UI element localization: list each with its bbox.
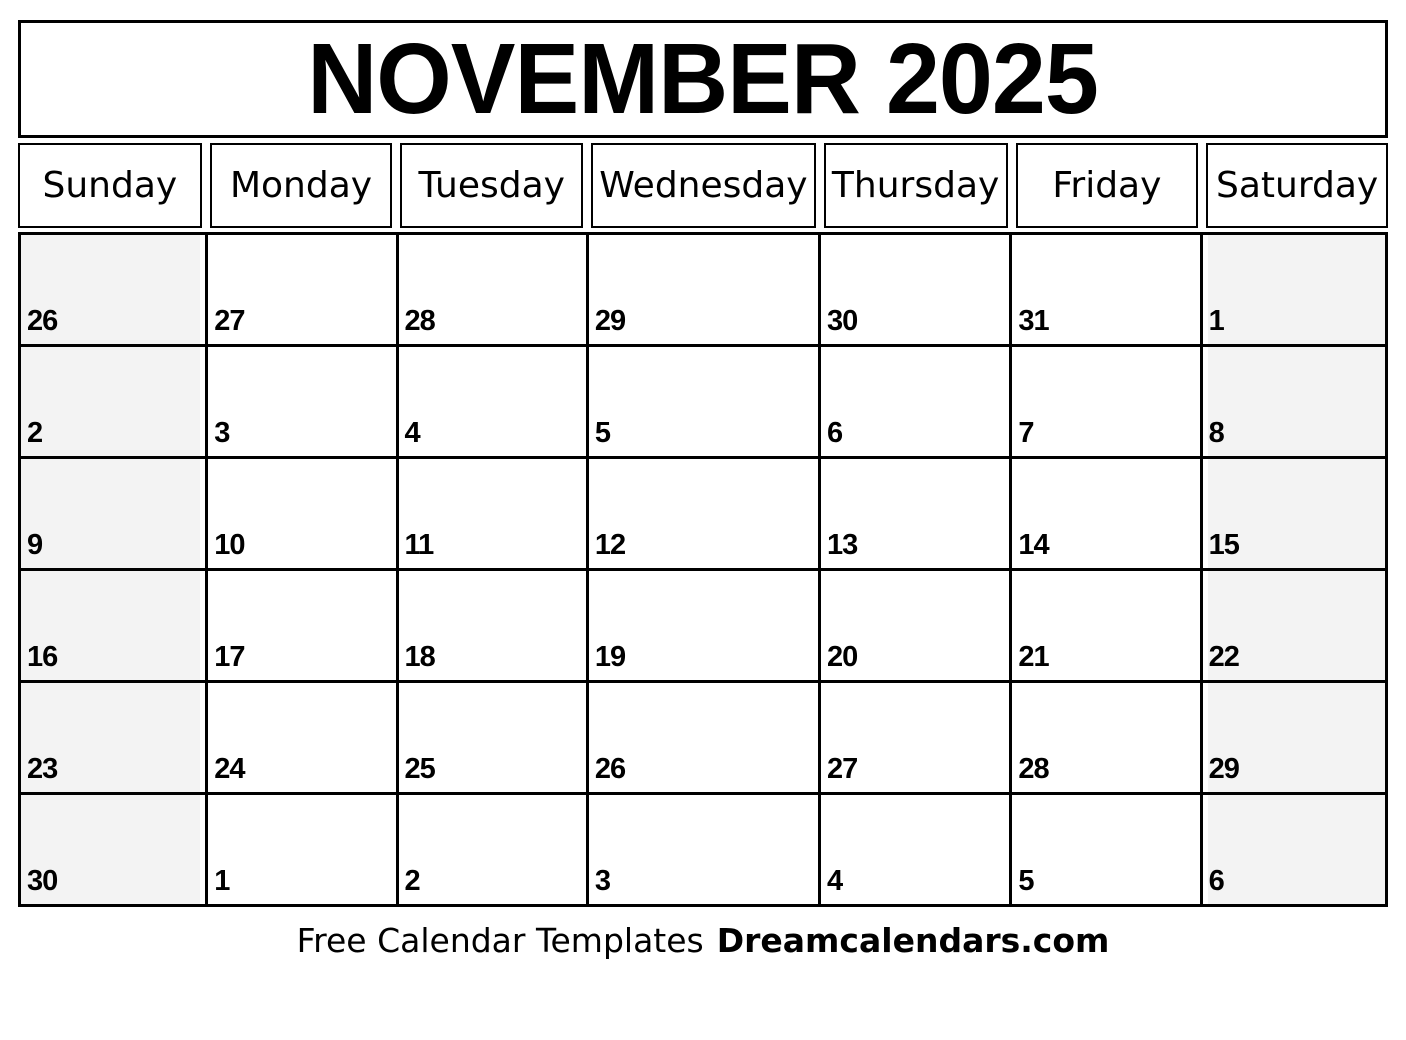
date-number: 9 — [27, 529, 43, 561]
date-number: 27 — [214, 305, 245, 337]
week-row — [20, 794, 1387, 906]
date-number: 5 — [1018, 865, 1034, 897]
weekday-header-sunday: Sunday — [18, 143, 202, 228]
date-number: 6 — [1208, 865, 1224, 897]
calendar-cell — [20, 682, 207, 794]
date-number: 23 — [27, 753, 58, 785]
week-row — [20, 234, 1387, 346]
date-number: 12 — [594, 529, 626, 561]
calendar-cell — [587, 794, 819, 906]
date-number: 20 — [826, 641, 858, 673]
calendar-cell — [207, 346, 397, 458]
date-number: 14 — [1018, 529, 1049, 561]
calendar-cell — [819, 234, 1010, 346]
date-number: 28 — [1018, 753, 1049, 785]
date-number: 29 — [1208, 753, 1239, 785]
calendar-cell — [20, 794, 207, 906]
footer-brand: Dreamcalendars.com — [716, 921, 1110, 960]
calendar-cell — [207, 458, 397, 570]
date-number: 27 — [826, 753, 858, 785]
calendar-cell — [1201, 234, 1386, 346]
calendar-cell — [587, 234, 819, 346]
calendar-cell — [397, 234, 587, 346]
date-number: 3 — [594, 865, 610, 897]
date-number: 26 — [594, 753, 626, 785]
date-number: 11 — [404, 529, 434, 561]
date-number: 4 — [404, 417, 420, 449]
calendar-title-box — [18, 20, 1388, 138]
week-row — [20, 682, 1387, 794]
calendar-cell — [1011, 234, 1201, 346]
weekday-header-monday: Monday — [210, 143, 393, 228]
calendar-cell — [819, 570, 1010, 682]
date-number: 16 — [27, 641, 58, 673]
calendar-cell — [1011, 682, 1201, 794]
calendar-cell — [397, 346, 587, 458]
date-number: 1 — [1208, 305, 1224, 337]
calendar-cell — [1011, 458, 1201, 570]
calendar-cell — [20, 346, 207, 458]
week-row — [20, 570, 1387, 682]
calendar-cell — [1011, 570, 1201, 682]
date-number: 8 — [1208, 417, 1224, 449]
date-number: 1 — [214, 865, 230, 897]
date-number: 29 — [594, 305, 626, 337]
calendar-cell — [20, 570, 207, 682]
calendar-cell — [20, 458, 207, 570]
footer-text: Free Calendar Templates — [296, 921, 704, 960]
calendar-cell — [397, 458, 587, 570]
weekday-header-friday: Friday — [1016, 143, 1199, 228]
calendar-cell — [1011, 794, 1201, 906]
date-number: 17 — [214, 641, 245, 673]
week-row — [20, 458, 1387, 570]
date-number: 21 — [1018, 641, 1049, 673]
calendar-cell — [1201, 346, 1386, 458]
calendar-cell — [397, 570, 587, 682]
calendar-cell — [819, 794, 1010, 906]
calendar-cell — [207, 234, 397, 346]
date-number: 19 — [594, 641, 626, 673]
date-number: 26 — [27, 305, 58, 337]
calendar-cell — [1201, 458, 1386, 570]
date-number: 3 — [214, 417, 230, 449]
date-number: 25 — [404, 753, 435, 785]
weekday-header-tuesday: Tuesday — [400, 143, 583, 228]
date-number: 6 — [826, 417, 843, 449]
date-number: 10 — [214, 529, 245, 561]
date-number: 30 — [826, 305, 858, 337]
calendar-cell — [1201, 794, 1386, 906]
weekday-header-wednesday: Wednesday — [591, 143, 816, 228]
weekday-header-thursday: Thursday — [824, 143, 1008, 228]
date-number: 22 — [1208, 641, 1239, 673]
date-number: 28 — [404, 305, 435, 337]
date-number: 4 — [826, 865, 843, 897]
date-number: 2 — [27, 417, 43, 449]
weekday-header-saturday: Saturday — [1206, 143, 1388, 228]
calendar-cell — [587, 458, 819, 570]
calendar-cell — [587, 682, 819, 794]
date-number: 7 — [1018, 417, 1034, 449]
week-row — [20, 346, 1387, 458]
date-number: 18 — [404, 641, 435, 673]
date-number: 15 — [1208, 529, 1239, 561]
calendar-cell — [207, 682, 397, 794]
calendar-cell — [207, 794, 397, 906]
calendar-page — [18, 20, 1388, 960]
weekday-header-row — [18, 143, 1388, 228]
date-number: 24 — [214, 753, 245, 785]
calendar-cell — [1201, 682, 1386, 794]
date-number: 2 — [404, 865, 420, 897]
calendar-cell — [397, 794, 587, 906]
calendar-cell — [587, 346, 819, 458]
date-number: 30 — [27, 865, 58, 897]
calendar-cell — [1011, 346, 1201, 458]
calendar-cell — [1201, 570, 1386, 682]
calendar-title: NOVEMBER 2025 — [307, 23, 1099, 135]
calendar-cell — [587, 570, 819, 682]
calendar-cell — [819, 346, 1010, 458]
date-number: 13 — [826, 529, 858, 561]
footer — [18, 921, 1388, 960]
calendar-cell — [20, 234, 207, 346]
date-number: 31 — [1018, 305, 1049, 337]
calendar-cell — [819, 458, 1010, 570]
calendar-grid — [18, 232, 1388, 907]
calendar-cell — [819, 682, 1010, 794]
calendar-cell — [397, 682, 587, 794]
date-number: 5 — [594, 417, 610, 449]
calendar-cell — [207, 570, 397, 682]
